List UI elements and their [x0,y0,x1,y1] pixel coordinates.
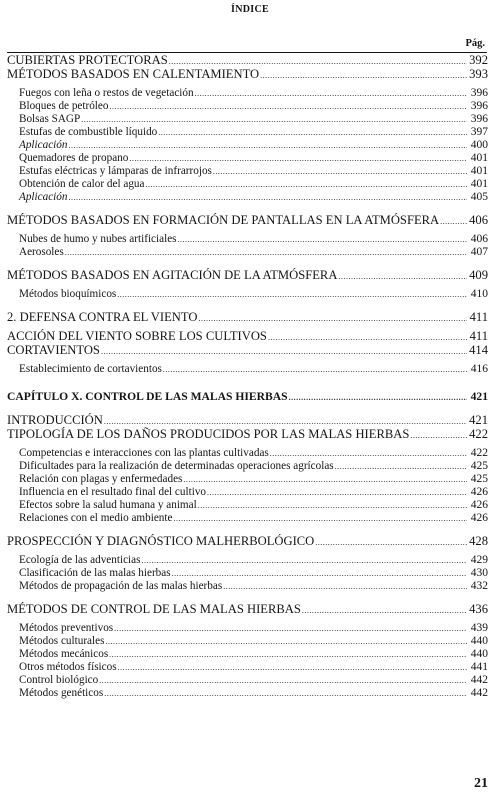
toc-entry-title: Establecimiento de cortavientos [19,363,162,375]
toc-entry [7,139,488,152]
toc-entry-title: MÉTODOS DE CONTROL DE LAS MALAS HIERBAS [7,602,301,616]
toc-entry [7,473,488,486]
table-of-contents [7,54,488,700]
toc-entry-page: 440 [470,648,488,660]
toc-entry [7,330,488,344]
toc-entry-title: INTRODUCCIÓN [7,413,103,427]
toc-entry-page: 421 [470,390,488,403]
leader-dots [270,447,467,460]
toc-entry-page: 401 [470,152,488,164]
toc-entry [7,486,488,499]
leader-dots [213,165,467,178]
toc-entry [7,661,488,674]
leader-dots [109,100,467,113]
toc-entry-page: 392 [469,53,488,67]
toc-entry [7,554,488,567]
toc-entry-title: Nubes de humo y nubes artificiales [19,233,177,245]
toc-entry [7,311,488,325]
toc-entry-title: ACCIÓN DEL VIENTO SOBRE LOS CULTIVOS [7,329,267,343]
toc-entry-title: Aplicación [19,191,68,203]
toc-entry-title: Aplicación [19,139,68,151]
toc-entry [7,499,488,512]
toc-entry-title: Fuegos con leña o restos de vegetación [19,87,194,99]
toc-entry-title: Estufas eléctricas y lámparas de infrarrojos [19,165,212,177]
toc-entry-title: Bolsas SAGP [19,113,81,125]
toc-entry-page: 442 [470,674,488,686]
toc-entry-title: Estufas de combustible líquido [19,126,158,138]
toc-entry [7,165,488,178]
leader-dots [260,69,467,82]
toc-entry-title: CORTAVIENTOS [7,343,100,357]
toc-entry [7,126,488,139]
toc-entry-title: Clasificación de las malas hierbas [19,567,171,579]
leader-dots [81,113,467,126]
leader-dots [195,87,467,100]
toc-entry [7,460,488,473]
toc-entry [7,100,488,113]
toc-entry [7,535,488,549]
toc-entry [7,288,488,301]
toc-entry-page: 396 [470,87,488,99]
toc-entry-page: 410 [470,288,488,300]
toc-entry-page: 401 [470,165,488,177]
toc-entry [7,214,488,228]
toc-entry-page: 396 [470,113,488,125]
toc-entry [7,87,488,100]
toc-entry-page: 426 [470,486,488,498]
toc-entry [7,687,488,700]
toc-entry-title: Bloques de petróleo [19,100,109,112]
toc-entry [7,622,488,635]
toc-entry-title: MÉTODOS BASADOS EN FORMACIÓN DE PANTALLAS EN LA ATMÓSFERA [7,213,440,227]
leader-dots [146,178,468,191]
toc-entry-title: Competencias e interacciones con las plantas cultivadas [19,447,269,459]
toc-entry-page: 426 [470,499,488,511]
leader-dots [410,429,467,442]
leader-dots [68,191,467,204]
toc-entry-page: 397 [470,126,488,138]
toc-entry-title: Relaciones con el medio ambiente [19,512,173,524]
toc-entry-page: 425 [470,460,488,472]
toc-entry [7,68,488,82]
toc-entry-title: Métodos genéticos [19,687,104,699]
toc-entry-title: Métodos bioquímicos [19,288,117,300]
toc-entry-page: 429 [470,554,488,566]
toc-entry [7,344,488,358]
toc-entry-page: 422 [470,447,488,459]
toc-entry [7,428,488,442]
leader-dots [302,604,467,617]
toc-entry-page: 425 [470,473,488,485]
toc-entry-title: Dificultades para la realización de determinadas operaciones agrícolas [19,460,334,472]
toc-entry-title: TIPOLOGÍA DE LOS DAÑOS PRODUCIDOS POR LAS MALAS HIERBAS [7,427,410,441]
toc-entry-page: 414 [469,343,488,357]
toc-entry-title: Aerosoles [19,246,64,258]
toc-entry-page: 406 [469,213,488,227]
toc-entry-page: 430 [470,567,488,579]
toc-entry-page: 400 [470,139,488,151]
toc-entry [7,152,488,165]
toc-entry-page: 396 [470,100,488,112]
toc-entry-page: 436 [469,602,488,616]
toc-entry [7,246,488,259]
leader-dots [118,661,467,674]
toc-entry-page: 407 [470,246,488,258]
toc-entry [7,567,488,580]
toc-entry-page: 421 [469,413,488,427]
toc-entry [7,414,488,428]
leader-dots [338,270,467,283]
toc-entry-title: Quemadores de propano [19,152,129,164]
leader-dots [65,246,467,259]
leader-dots [172,567,467,580]
leader-dots [178,233,467,246]
leader-dots [163,363,467,376]
toc-entry-title: Efectos sobre la salud humana y animal [19,499,197,511]
toc-entry-page: 406 [470,233,488,245]
toc-entry-page: 432 [470,580,488,592]
toc-entry-page: 426 [470,512,488,524]
toc-entry-page: 416 [470,363,488,375]
toc-entry-page: 393 [469,67,488,81]
toc-entry-title: 2. DEFENSA CONTRA EL VIENTO [7,310,198,324]
toc-entry-page: 439 [470,622,488,634]
leader-dots [289,391,467,404]
toc-entry [7,113,488,126]
leader-dots [335,460,467,473]
leader-dots [109,648,467,661]
toc-entry [7,191,488,204]
toc-entry-title: Ecología de las adventicias [19,554,141,566]
toc-entry-title: Control biológico [19,674,99,686]
toc-entry-title: PROSPECCIÓN Y DIAGNÓSTICO MALHERBOLÓGICO [7,534,315,548]
toc-entry-page: 428 [469,534,488,548]
leader-dots [68,139,467,152]
leader-dots [99,674,467,687]
toc-chapter-entry [7,390,488,404]
leader-dots [207,486,467,499]
toc-entry-title: CUBIERTAS PROTECTORAS [7,53,168,67]
toc-entry [7,512,488,525]
leader-dots [158,126,467,139]
toc-entry [7,603,488,617]
leader-dots [440,215,467,228]
toc-entry-page: 441 [470,661,488,673]
leader-dots [105,635,467,648]
toc-entry-title: MÉTODOS BASADOS EN CALENTAMIENTO [7,67,260,81]
toc-entry [7,447,488,460]
toc-entry-page: 422 [469,427,488,441]
toc-entry [7,178,488,191]
toc-entry-title: Métodos mecánicos [19,648,109,660]
page-title: ÍNDICE [231,4,269,15]
toc-entry-page: 409 [469,268,488,282]
leader-dots [198,499,467,512]
leader-dots [173,512,467,525]
toc-entry [7,648,488,661]
toc-entry-title: Métodos de propagación de las malas hierbas [19,580,223,592]
toc-entry [7,269,488,283]
leader-dots [117,288,467,301]
toc-entry [7,363,488,376]
toc-entry [7,54,488,68]
toc-entry-title: MÉTODOS BASADOS EN AGITACIÓN DE LA ATMÓSFERA [7,268,338,282]
toc-entry [7,233,488,246]
toc-entry-page: 442 [470,687,488,699]
leader-dots [101,345,467,358]
toc-entry-title: Relación con plagas y enfermedades [19,473,183,485]
toc-entry [7,635,488,648]
leader-dots [129,152,467,165]
toc-entry-page: 411 [469,329,488,343]
toc-entry-page: 440 [470,635,488,647]
toc-entry-title: Métodos preventivos [19,622,114,634]
leader-dots [223,580,467,593]
toc-entry-title: Influencia en el resultado final del cultivo [19,486,207,498]
toc-entry [7,580,488,593]
toc-entry-page: 401 [470,178,488,190]
leader-dots [114,622,467,635]
leader-dots [183,473,467,486]
toc-entry [7,674,488,687]
leader-dots [141,554,467,567]
toc-entry-title: Otros métodos físicos [19,661,117,673]
leader-dots [104,687,467,700]
toc-entry-page: 411 [469,310,488,324]
leader-dots [198,312,467,325]
toc-entry-title: Métodos culturales [19,635,105,647]
page-number: 21 [474,776,488,791]
page-column-header: Pág. [465,38,485,49]
toc-entry-page: 405 [470,191,488,203]
toc-entry-title: Obtención de calor del agua [19,178,145,190]
leader-dots [315,536,467,549]
toc-entry-title: CAPÍTULO X. CONTROL DE LAS MALAS HIERBAS [7,390,288,403]
leader-dots [268,331,467,344]
